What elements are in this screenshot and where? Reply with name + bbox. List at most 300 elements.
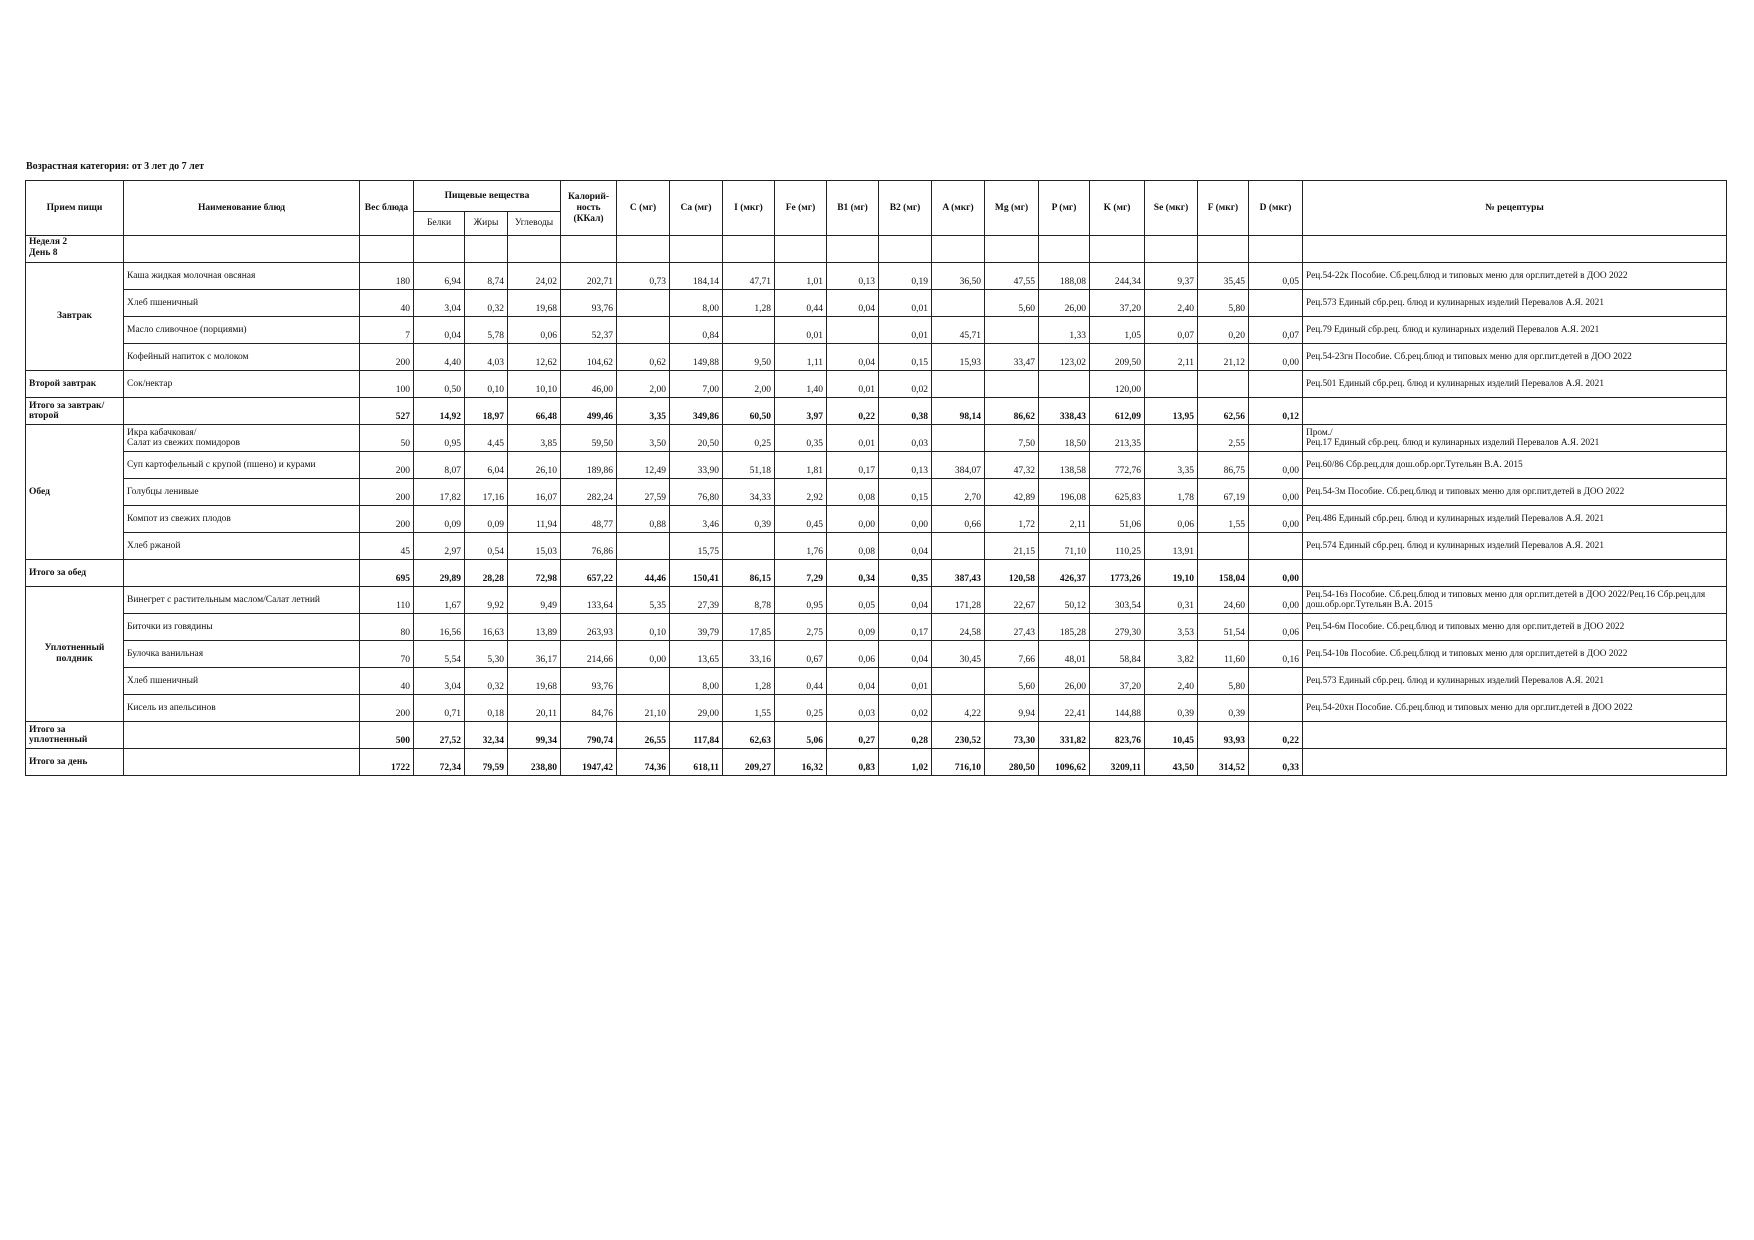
value-p: 16,56 — [414, 614, 465, 641]
value-f: 51,54 — [1198, 614, 1249, 641]
value-w: 1722 — [360, 749, 414, 776]
value-d: 0,00 — [1249, 344, 1303, 371]
value-i: 8,78 — [723, 587, 775, 614]
value-mg: 33,47 — [985, 344, 1039, 371]
value-b1: 0,05 — [827, 587, 879, 614]
value-d: 0,00 — [1249, 506, 1303, 533]
value-fe: 0,44 — [775, 290, 827, 317]
value-i: 2,00 — [723, 371, 775, 398]
value-p: 5,54 — [414, 641, 465, 668]
header-nutrients: Пищевые вещества — [414, 181, 561, 212]
recipe-ref: Рец.574 Единый сбр.рец. блюд и кулинарных изделий Перевалов А.Я. 2021 — [1303, 533, 1727, 560]
value-f: 62,56 — [1198, 398, 1249, 425]
dish-name: Суп картофельный с крупой (пшено) и курами — [124, 452, 360, 479]
value-se — [1145, 371, 1198, 398]
value-d — [1249, 425, 1303, 452]
value-ca: 15,03 — [508, 533, 561, 560]
value-a: 387,43 — [932, 560, 985, 587]
recipe-ref: Рец.54-22к Пособие. Сб.рец.блюд и типовых меню для орг.пит.детей в ДОО 2022 — [1303, 263, 1727, 290]
value-a: 36,50 — [932, 263, 985, 290]
value-kc: 133,64 — [561, 587, 617, 614]
value-fa: 8,74 — [465, 263, 508, 290]
value-d: 0,00 — [1249, 587, 1303, 614]
value-a: 384,07 — [932, 452, 985, 479]
dish-name: Каша жидкая молочная овсяная — [124, 263, 360, 290]
dish-name: Компот из свежих плодов — [124, 506, 360, 533]
value-k: 244,34 — [1090, 263, 1145, 290]
recipe-ref: Рец.501 Единый сбр.рец. блюд и кулинарных изделий Перевалов А.Я. 2021 — [1303, 371, 1727, 398]
dish-name: Кисель из апельсинов — [124, 695, 360, 722]
value-b2: 0,04 — [879, 533, 932, 560]
value-p: 72,34 — [414, 749, 465, 776]
value-mg — [985, 317, 1039, 344]
value-w: 695 — [360, 560, 414, 587]
value-a: 716,10 — [932, 749, 985, 776]
value-kc: 93,76 — [561, 668, 617, 695]
table-row — [26, 614, 1727, 641]
meal-cell: Итого за обед — [26, 560, 124, 587]
value-b1: 0,01 — [827, 425, 879, 452]
recipe-ref: Рец.573 Единый сбр.рец. блюд и кулинарных изделий Перевалов А.Я. 2021 — [1303, 290, 1727, 317]
table-row — [26, 344, 1727, 371]
value-ph: 185,28 — [1039, 614, 1090, 641]
value-ca: 238,80 — [508, 749, 561, 776]
value-w: 80 — [360, 614, 414, 641]
value-f: 21,12 — [1198, 344, 1249, 371]
value-ca: 19,68 — [508, 668, 561, 695]
header-mg: Mg (мг) — [985, 181, 1039, 236]
value-fe: 0,95 — [775, 587, 827, 614]
value-d — [1249, 371, 1303, 398]
recipe-ref: Рец.54-16з Пособие. Сб.рец.блюд и типовых меню для орг.пит.детей в ДОО 2022/Рец.16 Сбр.рец.для дош.обр.орг.Тутельян В.А. 2015 — [1303, 587, 1727, 614]
value-p: 14,92 — [414, 398, 465, 425]
value-i: 1,28 — [723, 668, 775, 695]
header-i: I (мкг) — [723, 181, 775, 236]
value-kc: 189,86 — [561, 452, 617, 479]
value-b1: 0,03 — [827, 695, 879, 722]
value-i — [723, 317, 775, 344]
value-ph: 196,08 — [1039, 479, 1090, 506]
meal-cell: Итого за завтрак/второй — [26, 398, 124, 425]
value-d: 0,22 — [1249, 722, 1303, 749]
value-ca: 11,94 — [508, 506, 561, 533]
value-b2: 0,01 — [879, 668, 932, 695]
value-d: 0,16 — [1249, 641, 1303, 668]
value-mg: 7,50 — [985, 425, 1039, 452]
value-f: 67,19 — [1198, 479, 1249, 506]
value-ph: 26,00 — [1039, 290, 1090, 317]
value-ca: 12,62 — [508, 344, 561, 371]
value-p: 17,82 — [414, 479, 465, 506]
value-cam: 0,84 — [670, 317, 723, 344]
value-d — [1249, 290, 1303, 317]
value-fe: 1,11 — [775, 344, 827, 371]
value-a — [932, 668, 985, 695]
table-row — [26, 641, 1727, 668]
value-p: 3,04 — [414, 290, 465, 317]
value-w: 7 — [360, 317, 414, 344]
value-fa: 0,18 — [465, 695, 508, 722]
total-row — [26, 560, 1727, 587]
value-k: 1,05 — [1090, 317, 1145, 344]
value-se: 0,31 — [1145, 587, 1198, 614]
value-se: 9,37 — [1145, 263, 1198, 290]
value-k: 612,09 — [1090, 398, 1145, 425]
header-carbs: Углеводы — [508, 212, 561, 236]
dish-name: Булочка ванильная — [124, 641, 360, 668]
value-b1: 0,06 — [827, 641, 879, 668]
value-se — [1145, 425, 1198, 452]
header-b1: B1 (мг) — [827, 181, 879, 236]
value-mg: 42,89 — [985, 479, 1039, 506]
value-c — [617, 668, 670, 695]
value-c — [617, 290, 670, 317]
value-d: 0,00 — [1249, 452, 1303, 479]
value-mg: 9,94 — [985, 695, 1039, 722]
meal-cell: Итого за уплотненный — [26, 722, 124, 749]
dish-name — [124, 560, 360, 587]
value-mg: 280,50 — [985, 749, 1039, 776]
value-w: 200 — [360, 506, 414, 533]
value-fe: 3,97 — [775, 398, 827, 425]
recipe-ref — [1303, 722, 1727, 749]
value-b2: 0,01 — [879, 317, 932, 344]
value-a — [932, 533, 985, 560]
recipe-ref: Рец.486 Единый сбр.рец. блюд и кулинарных изделий Перевалов А.Я. 2021 — [1303, 506, 1727, 533]
value-cam: 618,11 — [670, 749, 723, 776]
value-p: 0,50 — [414, 371, 465, 398]
value-k: 303,54 — [1090, 587, 1145, 614]
value-k: 3209,11 — [1090, 749, 1145, 776]
value-fe: 16,32 — [775, 749, 827, 776]
value-p: 8,07 — [414, 452, 465, 479]
value-k: 209,50 — [1090, 344, 1145, 371]
value-c: 5,35 — [617, 587, 670, 614]
value-f: 11,60 — [1198, 641, 1249, 668]
value-fe: 2,92 — [775, 479, 827, 506]
value-cam: 15,75 — [670, 533, 723, 560]
value-w: 110 — [360, 587, 414, 614]
value-se: 1,78 — [1145, 479, 1198, 506]
value-fe: 2,75 — [775, 614, 827, 641]
value-k: 1773,26 — [1090, 560, 1145, 587]
value-i: 1,28 — [723, 290, 775, 317]
header-dish: Наименование блюд — [124, 181, 360, 236]
value-b1: 0,01 — [827, 371, 879, 398]
value-ph: 1096,62 — [1039, 749, 1090, 776]
dish-name: Хлеб ржаной — [124, 533, 360, 560]
value-w: 180 — [360, 263, 414, 290]
value-fa: 0,09 — [465, 506, 508, 533]
value-i: 0,39 — [723, 506, 775, 533]
value-kc: 52,37 — [561, 317, 617, 344]
value-ph: 50,12 — [1039, 587, 1090, 614]
value-kc: 93,76 — [561, 290, 617, 317]
value-mg: 120,58 — [985, 560, 1039, 587]
dish-name: Масло сливочное (порциями) — [124, 317, 360, 344]
value-a: 0,66 — [932, 506, 985, 533]
value-c — [617, 533, 670, 560]
dish-name: Хлеб пшеничный — [124, 668, 360, 695]
value-d: 0,06 — [1249, 614, 1303, 641]
total-row — [26, 722, 1727, 749]
value-kc: 104,62 — [561, 344, 617, 371]
value-ph: 22,41 — [1039, 695, 1090, 722]
dish-name: Сок/нектар — [124, 371, 360, 398]
value-k: 51,06 — [1090, 506, 1145, 533]
value-fe: 1,81 — [775, 452, 827, 479]
value-ca: 16,07 — [508, 479, 561, 506]
recipe-ref: Пром./ Рец.17 Единый сбр.рец. блюд и кулинарных изделий Перевалов А.Я. 2021 — [1303, 425, 1727, 452]
value-f: 314,52 — [1198, 749, 1249, 776]
value-ca: 99,34 — [508, 722, 561, 749]
recipe-ref: Рец.54-20хн Пособие. Сб.рец.блюд и типовых меню для орг.пит.детей в ДОО 2022 — [1303, 695, 1727, 722]
value-fa: 17,16 — [465, 479, 508, 506]
value-k: 772,76 — [1090, 452, 1145, 479]
value-ph: 331,82 — [1039, 722, 1090, 749]
value-k: 279,30 — [1090, 614, 1145, 641]
value-fa: 0,32 — [465, 290, 508, 317]
value-cam: 149,88 — [670, 344, 723, 371]
value-cam: 349,86 — [670, 398, 723, 425]
value-cam: 3,46 — [670, 506, 723, 533]
value-p: 4,40 — [414, 344, 465, 371]
value-fa: 5,30 — [465, 641, 508, 668]
header-c: C (мг) — [617, 181, 670, 236]
value-mg: 7,66 — [985, 641, 1039, 668]
value-f: 5,80 — [1198, 290, 1249, 317]
dish-name: Кофейный напиток с молоком — [124, 344, 360, 371]
value-f: 5,80 — [1198, 668, 1249, 695]
recipe-ref: Рец.573 Единый сбр.рец. блюд и кулинарных изделий Перевалов А.Я. 2021 — [1303, 668, 1727, 695]
value-b2: 0,13 — [879, 452, 932, 479]
value-fa: 4,45 — [465, 425, 508, 452]
value-fe: 0,67 — [775, 641, 827, 668]
value-i: 33,16 — [723, 641, 775, 668]
value-k: 110,25 — [1090, 533, 1145, 560]
value-p: 27,52 — [414, 722, 465, 749]
value-b1: 0,27 — [827, 722, 879, 749]
value-p: 2,97 — [414, 533, 465, 560]
value-k: 144,88 — [1090, 695, 1145, 722]
value-cam: 150,41 — [670, 560, 723, 587]
value-b1: 0,00 — [827, 506, 879, 533]
value-mg: 86,62 — [985, 398, 1039, 425]
age-category-title: Возрастная категория: от 3 лет до 7 лет — [26, 161, 205, 172]
value-a: 2,70 — [932, 479, 985, 506]
value-fa: 79,59 — [465, 749, 508, 776]
value-ph: 48,01 — [1039, 641, 1090, 668]
value-ph: 26,00 — [1039, 668, 1090, 695]
dish-name: Хлеб пшеничный — [124, 290, 360, 317]
value-se: 13,91 — [1145, 533, 1198, 560]
value-c — [617, 317, 670, 344]
value-b1: 0,17 — [827, 452, 879, 479]
value-se: 10,45 — [1145, 722, 1198, 749]
value-mg: 27,43 — [985, 614, 1039, 641]
value-cam: 76,80 — [670, 479, 723, 506]
value-ph: 71,10 — [1039, 533, 1090, 560]
value-d: 0,00 — [1249, 560, 1303, 587]
value-a: 98,14 — [932, 398, 985, 425]
value-c: 74,36 — [617, 749, 670, 776]
value-ph — [1039, 371, 1090, 398]
value-cam: 39,79 — [670, 614, 723, 641]
value-ca: 19,68 — [508, 290, 561, 317]
value-k: 213,35 — [1090, 425, 1145, 452]
table-row — [26, 479, 1727, 506]
value-i: 34,33 — [723, 479, 775, 506]
value-cam: 8,00 — [670, 668, 723, 695]
value-w: 70 — [360, 641, 414, 668]
value-f: 158,04 — [1198, 560, 1249, 587]
value-b2: 0,35 — [879, 560, 932, 587]
header-p: P (мг) — [1039, 181, 1090, 236]
value-b2: 0,15 — [879, 344, 932, 371]
dish-name — [124, 722, 360, 749]
value-b2: 0,02 — [879, 371, 932, 398]
value-ca: 13,89 — [508, 614, 561, 641]
value-b1: 0,08 — [827, 479, 879, 506]
value-cam: 7,00 — [670, 371, 723, 398]
value-w: 200 — [360, 479, 414, 506]
value-k: 37,20 — [1090, 290, 1145, 317]
value-fa: 0,32 — [465, 668, 508, 695]
value-mg: 1,72 — [985, 506, 1039, 533]
value-a: 4,22 — [932, 695, 985, 722]
value-w: 500 — [360, 722, 414, 749]
value-ca: 9,49 — [508, 587, 561, 614]
meal-cell: Итого за день — [26, 749, 124, 776]
value-b2: 0,38 — [879, 398, 932, 425]
table-row — [26, 452, 1727, 479]
total-row — [26, 749, 1727, 776]
value-c: 26,55 — [617, 722, 670, 749]
value-fa: 6,04 — [465, 452, 508, 479]
value-kc: 282,24 — [561, 479, 617, 506]
value-fa: 4,03 — [465, 344, 508, 371]
value-kc: 790,74 — [561, 722, 617, 749]
value-d: 0,12 — [1249, 398, 1303, 425]
value-d: 0,33 — [1249, 749, 1303, 776]
value-ph: 338,43 — [1039, 398, 1090, 425]
dish-name — [124, 749, 360, 776]
value-ca: 66,48 — [508, 398, 561, 425]
recipe-ref: Рец.60/86 Сбр.рец.для дош.обр.орг.Тутельян В.А. 2015 — [1303, 452, 1727, 479]
header-recipe: № рецептуры — [1303, 181, 1727, 236]
value-b1: 0,04 — [827, 668, 879, 695]
value-f — [1198, 533, 1249, 560]
value-fa: 0,54 — [465, 533, 508, 560]
value-kc: 76,86 — [561, 533, 617, 560]
dish-name: Биточки из говядины — [124, 614, 360, 641]
value-i: 60,50 — [723, 398, 775, 425]
dish-name: Икра кабачковая/ Салат из свежих помидоров — [124, 425, 360, 452]
value-p: 0,95 — [414, 425, 465, 452]
value-f: 24,60 — [1198, 587, 1249, 614]
value-a — [932, 290, 985, 317]
value-b2: 0,01 — [879, 290, 932, 317]
value-fa: 18,97 — [465, 398, 508, 425]
value-c: 44,46 — [617, 560, 670, 587]
table-row — [26, 533, 1727, 560]
value-fa: 32,34 — [465, 722, 508, 749]
value-mg: 73,30 — [985, 722, 1039, 749]
header-kcal: Калорий-ность (ККал) — [561, 181, 617, 236]
header-meal: Прием пищи — [26, 181, 124, 236]
value-fa: 16,63 — [465, 614, 508, 641]
value-ca: 20,11 — [508, 695, 561, 722]
value-b1: 0,34 — [827, 560, 879, 587]
value-p: 29,89 — [414, 560, 465, 587]
value-cam: 184,14 — [670, 263, 723, 290]
value-d — [1249, 695, 1303, 722]
value-a: 30,45 — [932, 641, 985, 668]
recipe-ref — [1303, 560, 1727, 587]
table-row — [26, 317, 1727, 344]
value-fe: 7,29 — [775, 560, 827, 587]
value-cam: 27,39 — [670, 587, 723, 614]
value-c: 3,50 — [617, 425, 670, 452]
value-p: 6,94 — [414, 263, 465, 290]
value-f: 0,20 — [1198, 317, 1249, 344]
value-b1: 0,04 — [827, 290, 879, 317]
value-ca: 36,17 — [508, 641, 561, 668]
value-se: 19,10 — [1145, 560, 1198, 587]
meal-cell: Завтрак — [26, 263, 124, 371]
value-a: 15,93 — [932, 344, 985, 371]
value-a: 171,28 — [932, 587, 985, 614]
total-row — [26, 398, 1727, 425]
value-ca: 3,85 — [508, 425, 561, 452]
value-ca: 72,98 — [508, 560, 561, 587]
value-c: 27,59 — [617, 479, 670, 506]
table-row — [26, 425, 1727, 452]
recipe-ref: Рец.54-10в Пособие. Сб.рец.блюд и типовых меню для орг.пит.детей в ДОО 2022 — [1303, 641, 1727, 668]
value-b2: 0,02 — [879, 695, 932, 722]
value-se: 2,40 — [1145, 290, 1198, 317]
meal-cell: Второй завтрак — [26, 371, 124, 398]
value-b1: 0,08 — [827, 533, 879, 560]
header-protein: Белки — [414, 212, 465, 236]
value-a — [932, 425, 985, 452]
value-cam: 33,90 — [670, 452, 723, 479]
value-se: 3,35 — [1145, 452, 1198, 479]
value-i: 9,50 — [723, 344, 775, 371]
value-b2: 0,03 — [879, 425, 932, 452]
value-d — [1249, 533, 1303, 560]
value-se: 0,06 — [1145, 506, 1198, 533]
value-mg: 5,60 — [985, 290, 1039, 317]
value-ca: 24,02 — [508, 263, 561, 290]
value-b2: 0,15 — [879, 479, 932, 506]
value-i: 47,71 — [723, 263, 775, 290]
value-d: 0,00 — [1249, 479, 1303, 506]
table-row — [26, 371, 1727, 398]
table-row — [26, 587, 1727, 614]
value-b1: 0,13 — [827, 263, 879, 290]
value-c: 2,00 — [617, 371, 670, 398]
header-b2: B2 (мг) — [879, 181, 932, 236]
value-d — [1249, 668, 1303, 695]
value-se: 2,40 — [1145, 668, 1198, 695]
value-i — [723, 533, 775, 560]
header-se: Se (мкг) — [1145, 181, 1198, 236]
value-kc: 263,93 — [561, 614, 617, 641]
value-kc: 657,22 — [561, 560, 617, 587]
value-fe: 0,25 — [775, 695, 827, 722]
value-fe: 1,40 — [775, 371, 827, 398]
